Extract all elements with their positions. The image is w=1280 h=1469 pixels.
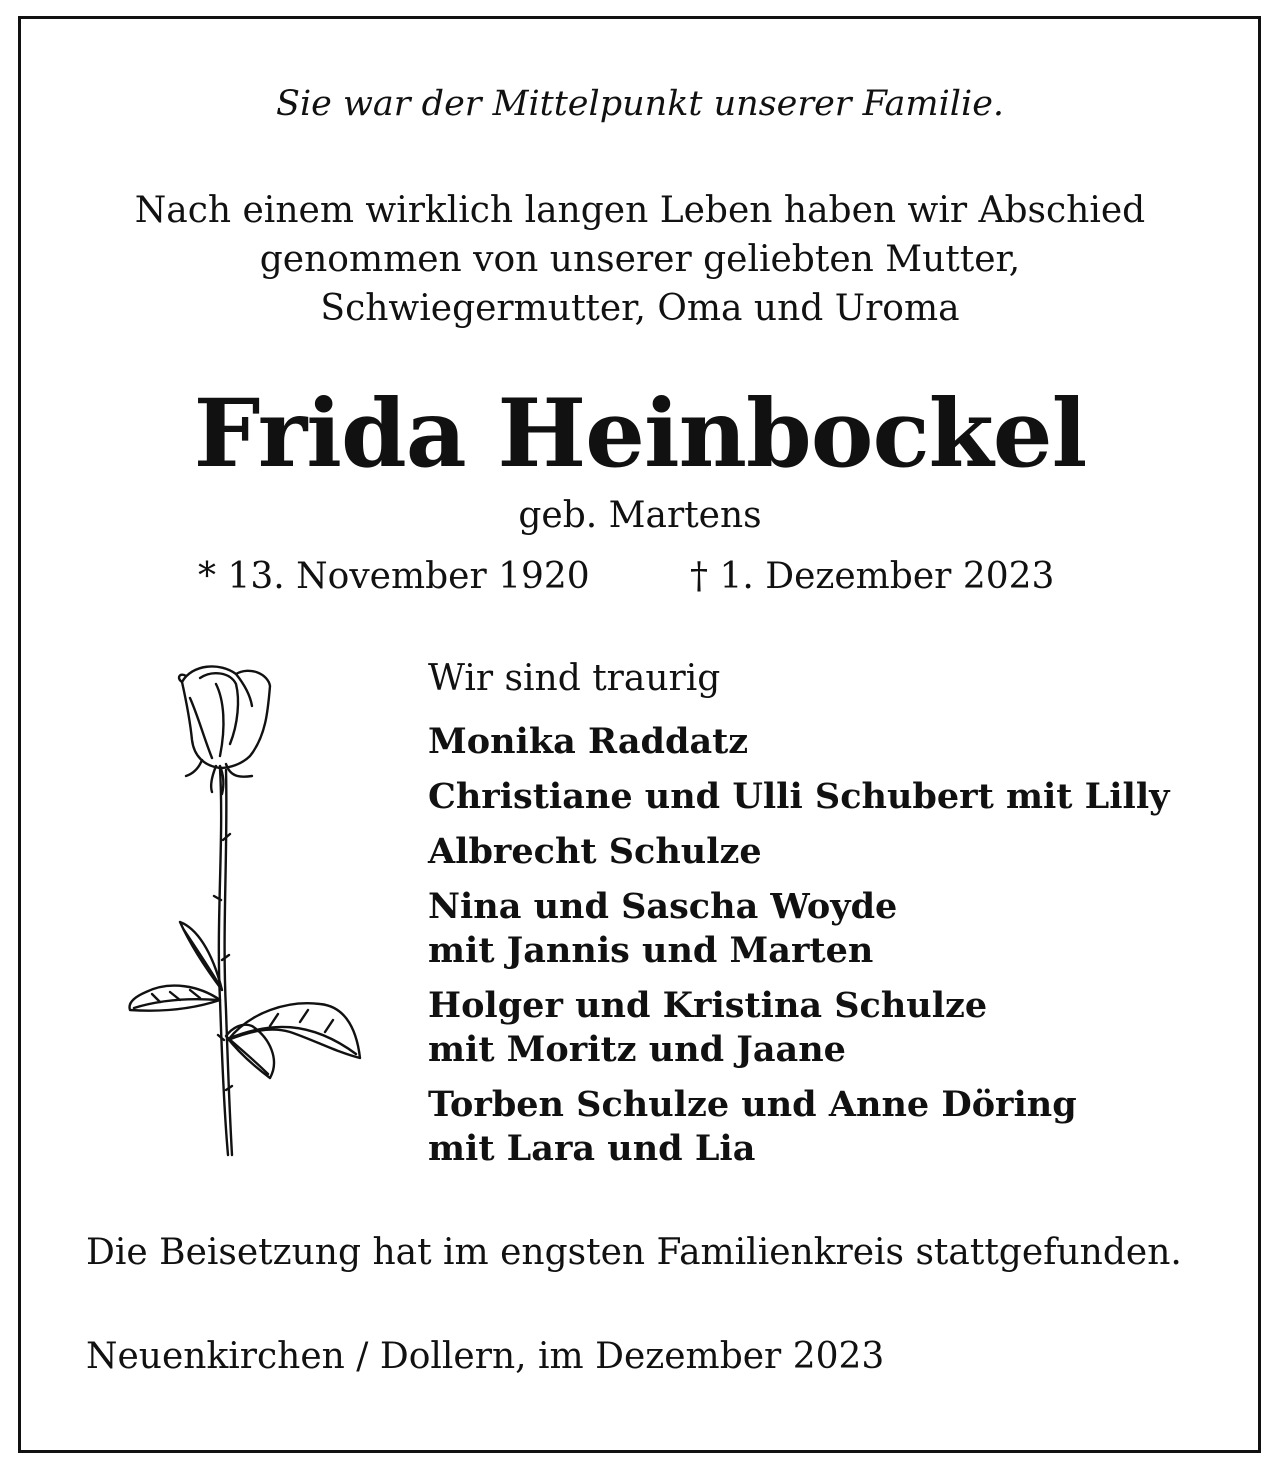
- mourner-line: mit Lara und Lia: [428, 1128, 756, 1169]
- intro-line: Nach einem wirklich langen Leben haben wir Abschied: [134, 190, 1146, 231]
- motto: Sie war der Mittelpunkt unserer Familie.: [275, 84, 1005, 124]
- mourner-line: Monika Raddatz: [428, 721, 749, 762]
- mourner-entry: [428, 775, 1169, 819]
- mourner-entry: [428, 885, 1169, 973]
- mourner-line: mit Moritz und Jaane: [428, 1029, 846, 1070]
- mourner-entry: [428, 830, 1169, 874]
- mourning-phrase: Wir sind traurig: [428, 658, 721, 699]
- mourners-list: [428, 720, 1169, 1182]
- intro-line: genommen von unserer geliebten Mutter,: [259, 239, 1021, 280]
- intro-line: Schwiegermutter, Oma und Uroma: [320, 288, 960, 329]
- mourner-line: Albrecht Schulze: [428, 831, 762, 872]
- place-date: Neuenkirchen / Dollern, im Dezember 2023: [86, 1336, 885, 1377]
- intro-text: [0, 186, 1280, 333]
- deceased-name: Frida Heinbockel: [193, 379, 1087, 489]
- death-date: † 1. Dezember 2023: [690, 556, 1055, 597]
- burial-note: Die Beisetzung hat im engsten Familienkreis stattgefunden.: [86, 1232, 1182, 1273]
- rose-icon: [120, 660, 370, 1165]
- maiden-name: geb. Martens: [518, 495, 762, 536]
- mourner-entry: [428, 720, 1169, 764]
- mourner-entry: [428, 1083, 1169, 1171]
- birth-date: * 13. November 1920: [198, 556, 590, 597]
- mourner-entry: [428, 984, 1169, 1072]
- mourner-line: Torben Schulze und Anne Döring: [428, 1084, 1077, 1125]
- mourner-line: Christiane und Ulli Schubert mit Lilly: [428, 776, 1170, 817]
- mourner-line: Nina und Sascha Woyde: [428, 886, 898, 927]
- mourner-line: mit Jannis und Marten: [428, 930, 874, 971]
- mourner-line: Holger und Kristina Schulze: [428, 985, 988, 1026]
